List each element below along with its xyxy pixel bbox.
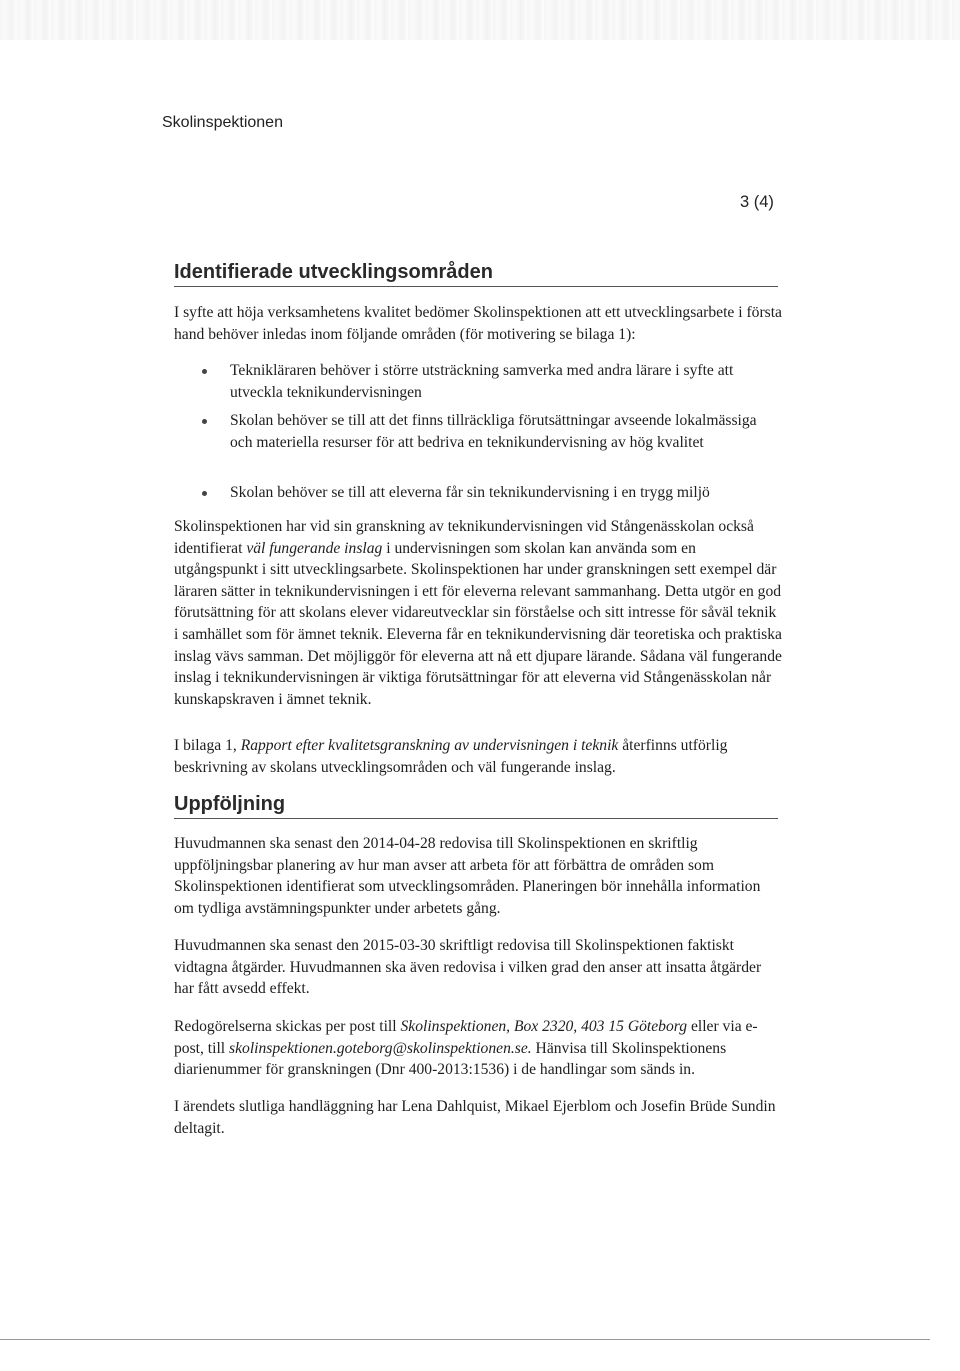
strengths-paragraph: Skolinspektionen har vid sin granskning av teknikundervisningen vid Stångenässkolan också identifierat väl fungerande inslag i undervisningen som skolan kan använda som en utgångspunkt i sitt utvecklingsarbete. Skolinspektionen har under granskningen sett exempel där läraren sätter in teknikundervisningen i ett för eleverna relevant sammanhang. Detta utgör en god förutsättning för att skolans elever vidareutvecklar sin förståelse och sitt intresse för såväl teknik i samhället som för ämnet teknik. Eleverna får en teknikundervisning där teoretiska och praktiska inslag vävs samman. Det möjliggör för eleverna att nå ett djupare lärande. Sådana väl fungerande inslag i teknikundervisningen är viktiga förutsättningar för att eleverna vid Stångenässkolan når kunskapskraven i ämnet teknik. — [174, 518, 782, 708]
followup-paragraph-2: Huvudmannen ska senast den 2015-03-30 skriftligt redovisa till Skolinspektionen faktiskt vidtagna åtgärder. Huvudmannen ska även redovisa i vilken grad den anser att insatta åtgärder har fått avsedd effekt. — [174, 937, 762, 998]
bullet-list-3 — [200, 482, 775, 504]
section-heading-development-areas: Identifierade utvecklingsområden — [174, 261, 778, 287]
followup-paragraph-1: Huvudmannen ska senast den 2014-04-28 redovisa till Skolinspektionen en skriftlig uppföljningsbar planering av hur man avser att arbeta för att förbättra de områden som Skolinspektionen identifierat som utvecklingsområden. Planeringen bör innehålla information om tydliga avstämningspunkter under arbetets gång. — [174, 835, 761, 917]
bullet-item: Skolan behöver se till att det finns tillräckliga förutsättningar avseende lokalmässiga och materiella resurser för att bedriva en teknikundervisning av hög kvalitet — [200, 410, 775, 453]
followup-paragraph-4: I ärendets slutliga handläggning har Lena Dahlquist, Mikael Ejerblom och Josefin Brüde Sundin deltagit. — [174, 1098, 776, 1137]
footer-divider — [0, 1339, 930, 1340]
postal-address: Skolinspektionen, Box 2320, 403 15 Göteborg — [400, 1018, 688, 1035]
intro-paragraph: I syfte att höja verksamhetens kvalitet bedömer Skolinspektionen att ett utvecklingsarbete i första hand behöver inledas inom följande områden (för motivering se bilaga 1): — [174, 304, 782, 343]
scan-artifact — [0, 0, 960, 40]
report-title: Rapport efter kvalitetsgranskning av undervisningen i teknik — [240, 737, 619, 754]
appendix-reference-paragraph: I bilaga 1, Rapport efter kvalitetsgranskning av undervisningen i teknik återfinns utförlig beskrivning av skolans utvecklingsområden och väl fungerande inslag. — [174, 737, 728, 776]
header-organization: Skolinspektionen — [162, 114, 283, 131]
bullet-list-2 — [200, 410, 775, 453]
section-heading-followup: Uppföljning — [174, 793, 778, 819]
emphasis-text: väl fungerande inslag — [246, 539, 383, 557]
bullet-item: Skolan behöver se till att eleverna får sin teknikundervisning i en trygg miljö — [200, 482, 775, 504]
email-address: skolinspektionen.goteborg@skolinspektionen.se. — [229, 1039, 532, 1057]
page-number: 3 (4) — [740, 193, 774, 211]
bullet-list-1 — [200, 360, 775, 403]
followup-paragraph-3: Redogörelserna skickas per post till Skolinspektionen, Box 2320, 403 15 Göteborg eller via e-post, till skolinspektionen.goteborg@skolinspektionen.se. Hänvisa till Skolinspektionens diarienummer för granskningen (Dnr 400-2013:1536) i de handlingar som sänds in. — [174, 1018, 758, 1079]
bullet-item: Teknikläraren behöver i större utsträckning samverka med andra lärare i syfte att utveckla teknikundervisningen — [200, 360, 775, 403]
